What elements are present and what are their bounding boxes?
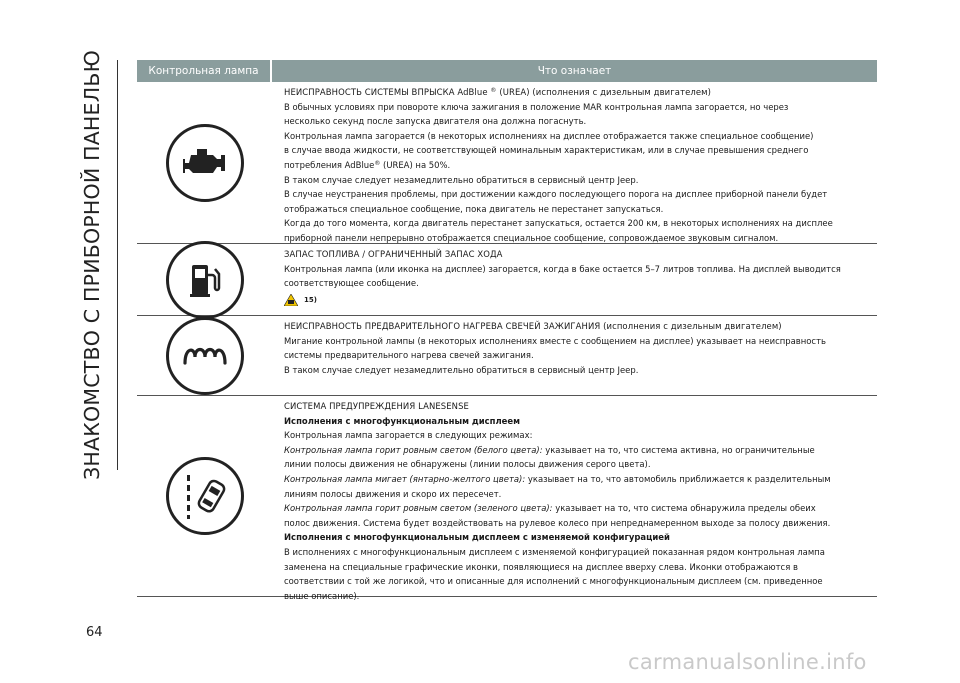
- row-description: НЕИСПРАВНОСТЬ ПРЕДВАРИТЕЛЬНОГО НАГРЕВА СВЕЧЕЙ ЗАЖИГАНИЯ (исполнения с дизельным двигателем) Мигание контрольной лампы (в некоторых исполнениях вместе с сообщением на дисплее) указывает на неисправность системы предварительного нагрева свечей зажигания. В таком случае следует незамедлительно обратиться в сервисный центр Jeep.: [284, 321, 826, 375]
- table-row: [137, 316, 877, 396]
- table-row: [137, 244, 877, 316]
- table-row: [137, 396, 877, 601]
- row-description: ЗАПАС ТОПЛИВА / ОГРАНИЧЕННЫЙ ЗАПАС ХОДА Контрольная лампа (или иконка на дисплее) загорается, когда в баке остается 5–7 литров топлива. На дисплей выводится соответствующее сообщение. 15): [272, 244, 877, 315]
- row-description: НЕИСПРАВНОСТЬ СИСТЕМЫ ВПРЫСКА AdBlue ® (UREA) (исполнения с дизельным двигателем) В обычных условиях при повороте ключа зажигания в положение MAR контрольная лампа загорается, но через несколько секунд после запуска двигателя она должна погаснуть. Контрольная лампа загорается (в некоторых исполнениях на дисплее отображается также специальное сообщение) в случае ввода жидкости, не соответствующей номинальным характеристикам, или в случае превышения среднего потребления AdBlue® (UREA) на 50%. В таком случае следует незамедлительно обратиться в сервисный центр Jeep. В случае неустранения проблемы, при достижении каждого последующего порога на дисплее приборной панели будет отображаться специальное сообщение, пока двигатель не перестанет запускаться. Когда до того момента, когда двигатель перестанет запускаться, остается 200 км, в некоторых исполнениях на дисплее приборной панели непрерывно отображается специальное сообщение, сопровождаемое звуковым сигналом.: [284, 87, 833, 243]
- warning-note: [284, 293, 877, 308]
- table-header: [137, 60, 877, 82]
- engine-check-icon: [166, 124, 244, 202]
- table-row: [137, 82, 877, 244]
- section-side-title: ЗНАКОМСТВО С ПРИБОРНОЙ ПАНЕЛЬЮ: [80, 50, 104, 480]
- side-divider: [117, 60, 118, 470]
- watermark: carmanualsonline.info: [628, 650, 867, 674]
- warning-book-icon: [284, 294, 298, 306]
- page-number: 64: [86, 625, 103, 640]
- note-reference: 15): [304, 295, 317, 304]
- fuel-pump-icon: [166, 241, 244, 319]
- header-meaning: Что означает: [272, 60, 877, 82]
- lane-sense-icon: [166, 457, 244, 535]
- row-description: СИСТЕМА ПРЕДУПРЕЖДЕНИЯ LANESENSE Исполнения с многофункциональным дисплеем Контрольная лампа загорается в следующих режимах: Контрольная лампа горит ровным светом (белого цвета): указывает на то, что система активна, но ограничительные линии полосы движения не обнаружены (линии полосы движения серого цвета). Контрольная лампа мигает (янтарно-желтого цвета): указывает на то, что автомобиль приближается к разделительным линиям полосы движения и скоро их пересечет. Контрольная лампа горит ровным светом (зеленого цвета): указывает на то, что система обнаружила пределы обеих полос движения. Система будет воздействовать на рулевое колесо при непреднамеренном выходе за полосу движения. Исполнения с многофункциональным дисплеем с изменяемой конфигурацией В исполнениях с многофункциональным дисплеем с изменяемой конфигурацией показанная рядом контрольная лампа заменена на специальные графические иконки, появляющиеся на дисплее вверху слева. Иконки отображаются в соответствии с той же логикой, что и описанные для исполнений с многофункциональным дисплеем (см. приведенное выше описание).: [284, 401, 831, 601]
- header-lamp: Контрольная лампа: [137, 60, 270, 82]
- glow-plug-icon: [166, 317, 244, 395]
